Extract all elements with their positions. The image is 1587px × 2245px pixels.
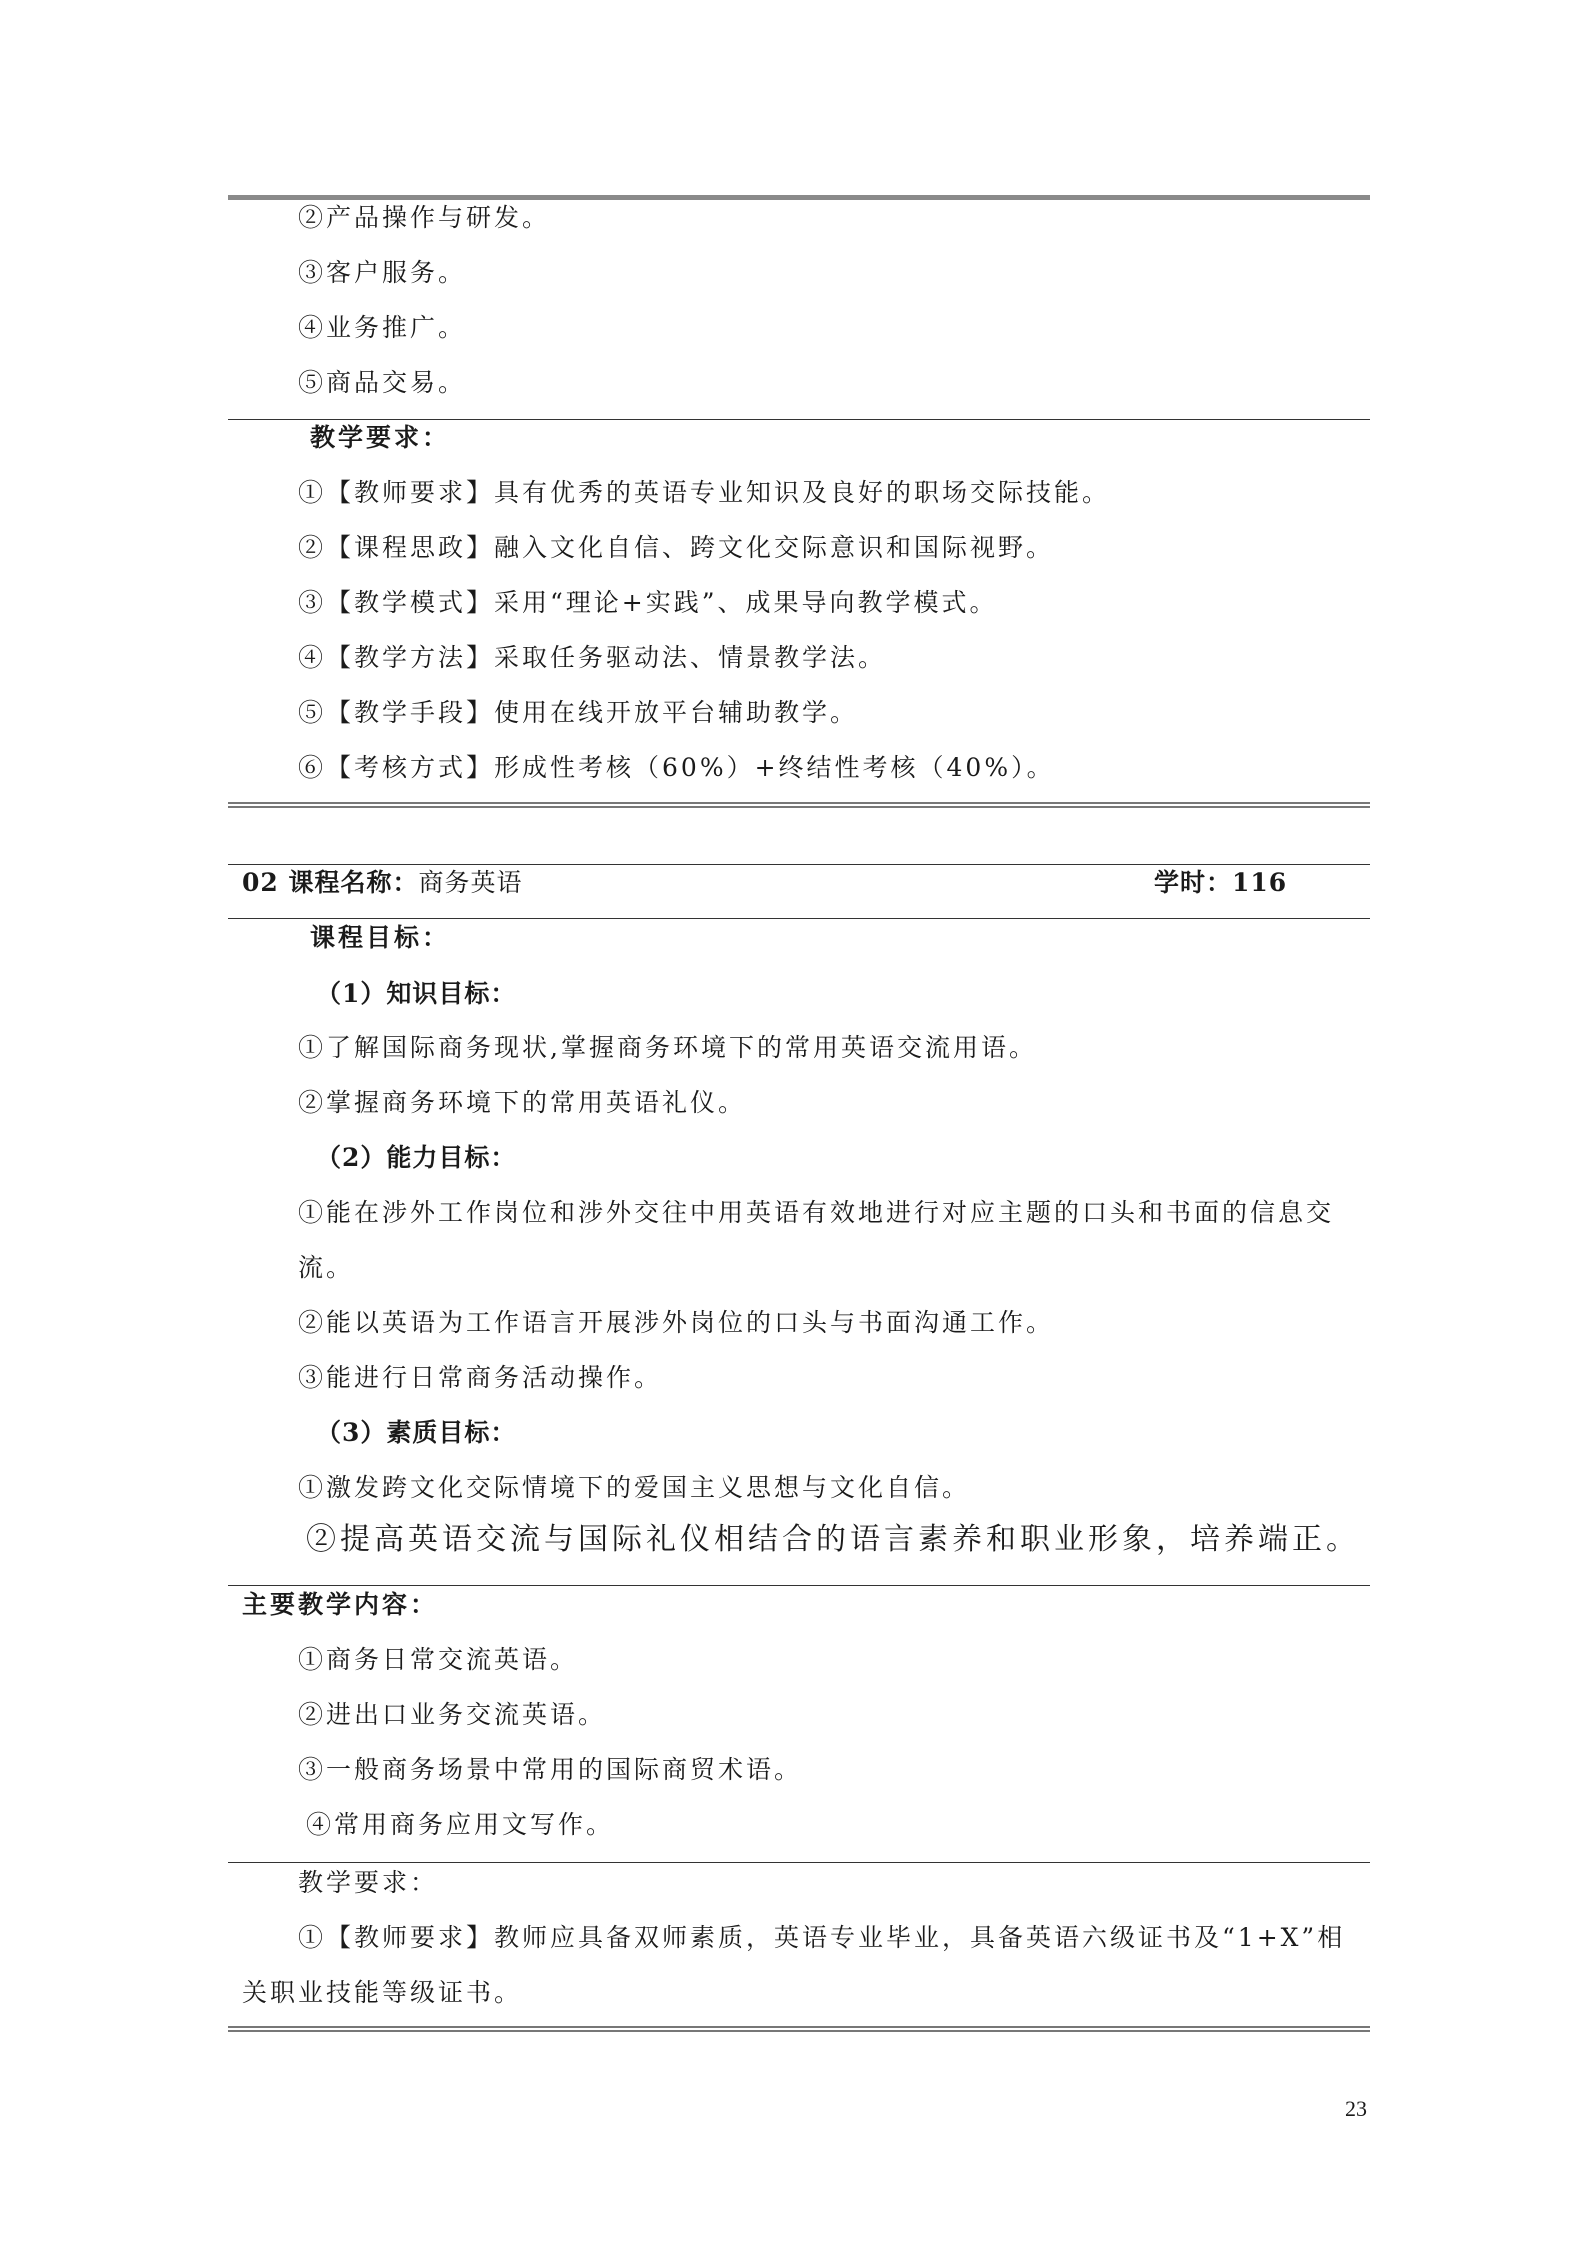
ability-item-continuation: 流。: [298, 1253, 355, 1282]
course-hours-value: 116: [1232, 868, 1288, 897]
course-hours-label: 学时：: [1154, 868, 1233, 897]
ability-item: ③能进行日常商务活动操作。: [298, 1363, 663, 1392]
course-header-top-rule: [228, 864, 1370, 865]
course-goals-heading: 课程目标：: [310, 923, 451, 952]
course-header-bottom-rule: [228, 918, 1370, 919]
teaching-req-heading-2: 教学要求：: [298, 1868, 439, 1897]
page-number: 23: [1345, 2096, 1367, 2121]
course-hours: [1154, 866, 1287, 900]
teaching-req-item-continuation: 关职业技能等级证书。: [242, 1978, 523, 2007]
teaching-req-top-rule: [228, 1862, 1370, 1863]
course-name-value: 商务英语: [418, 868, 523, 897]
knowledge-goals-heading: （1）知识目标：: [316, 979, 517, 1008]
bottom-double-rule: [228, 2026, 1370, 2032]
main-content-heading: 主要教学内容：: [242, 1590, 439, 1619]
teaching-req-heading: 教学要求：: [310, 423, 451, 452]
teaching-req-item: ①【教师要求】教师应具备双师素质，英语专业毕业，具备英语六级证书及“1+X”相: [298, 1923, 1346, 1952]
content-top-rule: [228, 1585, 1370, 1586]
content-item: ④业务推广。: [298, 313, 467, 342]
teaching-req-item: ⑥【考核方式】形成性考核（60%）+终结性考核（40%）。: [298, 753, 1055, 782]
content-item: ①商务日常交流英语。: [298, 1645, 579, 1674]
content-item: ③客户服务。: [298, 258, 467, 287]
ability-item: ①能在涉外工作岗位和涉外交往中用英语有效地进行对应主题的口头和书面的信息交: [298, 1198, 1335, 1227]
teaching-req-item: ②【课程思政】融入文化自信、跨文化交际意识和国际视野。: [298, 533, 1055, 562]
course-name-row: [242, 866, 523, 900]
course-name-label: 02 课程名称：: [242, 868, 419, 897]
quality-item: ①激发跨文化交际情境下的爱国主义思想与文化自信。: [298, 1473, 971, 1502]
knowledge-item: ①了解国际商务现状,掌握商务环境下的常用英语交流用语。: [298, 1033, 1037, 1062]
ability-goals-heading: （2）能力目标：: [316, 1143, 517, 1172]
content-item: ②产品操作与研发。: [298, 203, 551, 232]
teaching-req-item: ③【教学模式】采用“理论+实践”、成果导向教学模式。: [298, 588, 998, 617]
section-end-double-rule: [228, 802, 1370, 808]
content-item: ③一般商务场景中常用的国际商贸术语。: [298, 1755, 803, 1784]
top-thick-rule: [228, 195, 1370, 200]
teaching-req-item: ④【教学方法】采取任务驱动法、情景教学法。: [298, 643, 887, 672]
section-divider: [228, 419, 1370, 420]
teaching-req-item: ⑤【教学手段】使用在线开放平台辅助教学。: [298, 698, 859, 727]
content-item: ②进出口业务交流英语。: [298, 1700, 607, 1729]
quality-goals-heading: （3）素质目标：: [316, 1418, 517, 1447]
teaching-req-item: ①【教师要求】具有优秀的英语专业知识及良好的职场交际技能。: [298, 478, 1111, 507]
content-item: ④常用商务应用文写作。: [306, 1810, 615, 1839]
quality-item: ②提高英语交流与国际礼仪相结合的语言素养和职业形象，培养端正。: [306, 1522, 1360, 1557]
ability-item: ②能以英语为工作语言开展涉外岗位的口头与书面沟通工作。: [298, 1308, 1055, 1337]
content-item: ⑤商品交易。: [298, 368, 467, 397]
knowledge-item: ②掌握商务环境下的常用英语礼仪。: [298, 1088, 747, 1117]
